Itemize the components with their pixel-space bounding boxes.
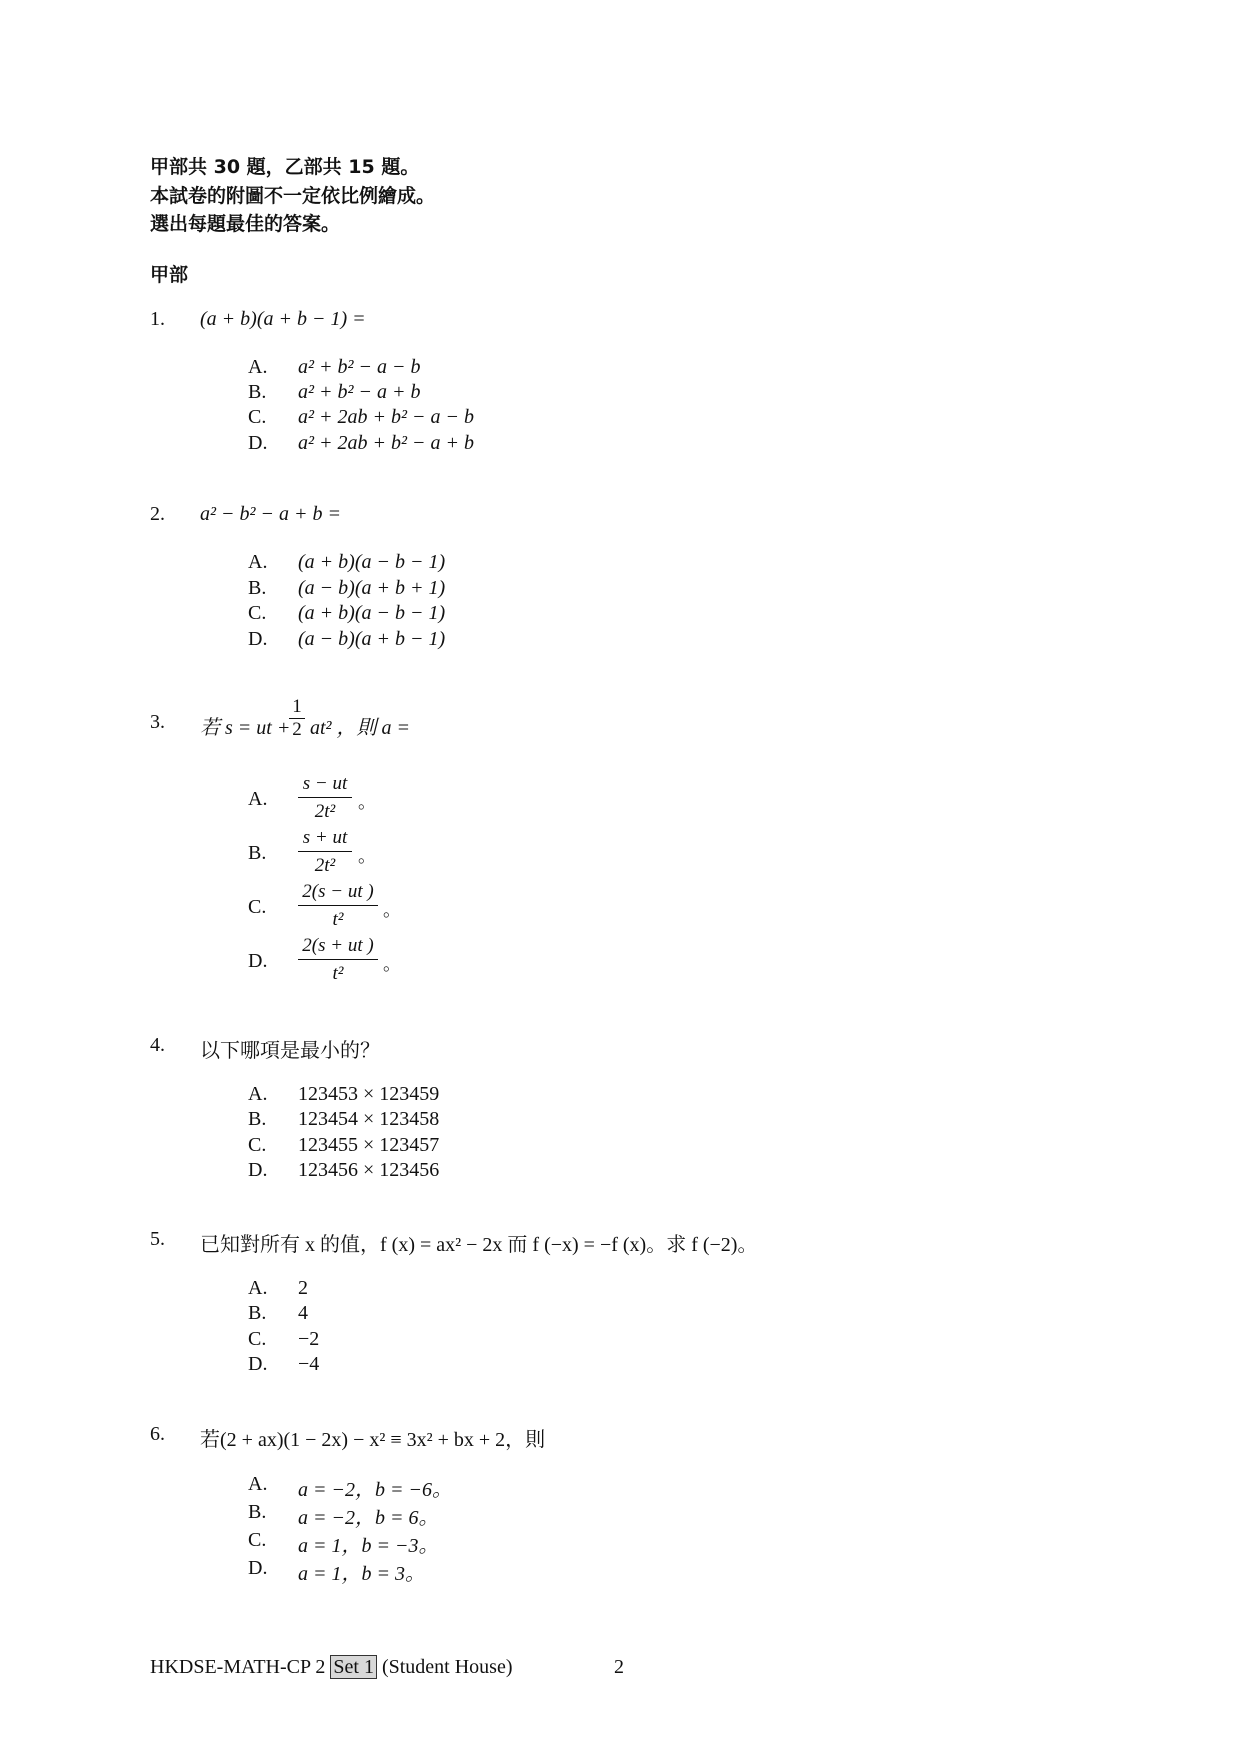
section-heading: 甲部	[150, 264, 189, 286]
q3-a-denominator: 2t²	[314, 801, 336, 822]
q3-d-stop: 。	[383, 954, 401, 974]
page-number: 2	[614, 1656, 624, 1678]
instruction-line-1: 甲部共 30 題，乙部共 15 題。	[150, 156, 420, 178]
q3-option-d-fraction	[298, 935, 378, 985]
q5-option-c-label: C.	[248, 1328, 267, 1350]
q3-option-a-fraction	[298, 773, 352, 823]
q1-option-c: a² + 2ab + b² − a − b	[298, 406, 474, 428]
question-6-stem: 若(2 + ax)(1 − 2x) − x² ≡ 3x² + bx + 2，則	[200, 1429, 546, 1451]
q5-option-b: 4	[298, 1302, 308, 1324]
q6-option-a: a = −2，b = −6。	[298, 1479, 452, 1501]
q6-option-b-label: B.	[248, 1501, 267, 1523]
question-2-number: 2.	[150, 503, 165, 525]
q1-option-c-label: C.	[248, 406, 267, 428]
q5-option-d-label: D.	[248, 1353, 268, 1375]
question-4-number: 4.	[150, 1034, 165, 1056]
q4-option-d-label: D.	[248, 1159, 268, 1181]
q3-option-d-label: D.	[248, 950, 268, 972]
q2-option-a-label: A.	[248, 551, 268, 573]
q3-option-c-label: C.	[248, 896, 267, 918]
half-denominator: 2	[292, 719, 302, 740]
q5-option-a-label: A.	[248, 1277, 268, 1299]
q6-option-a-label: A.	[248, 1473, 268, 1495]
q3-option-a-label: A.	[248, 788, 268, 810]
instruction-line-2: 本試卷的附圖不一定依比例繪成。	[150, 185, 436, 207]
q4-option-b-label: B.	[248, 1108, 267, 1130]
q4-option-a-label: A.	[248, 1083, 268, 1105]
q4-option-b: 123454 × 123458	[298, 1108, 440, 1130]
q2-option-b: (a − b)(a + b + 1)	[298, 577, 446, 599]
q3-c-denominator: t²	[332, 909, 344, 930]
question-3-stem-prefix: 若 s = ut +	[200, 717, 291, 739]
question-5-stem: 已知對所有 x 的值，f (x) = ax² − 2x 而 f (−x) = −f (x)。求 f (−2)。	[200, 1234, 758, 1256]
q3-d-numerator: 2(s + ut )	[298, 935, 378, 960]
q4-option-c-label: C.	[248, 1134, 267, 1156]
q5-option-c: −2	[298, 1328, 320, 1350]
q6-option-c: a = 1，b = −3。	[298, 1535, 439, 1557]
q2-option-d-label: D.	[248, 628, 268, 650]
q6-option-d-label: D.	[248, 1557, 268, 1579]
q6-option-d: a = 1，b = 3。	[298, 1563, 425, 1585]
q1-option-a: a² + b² − a − b	[298, 356, 421, 378]
q1-option-d-label: D.	[248, 432, 268, 454]
q5-option-d: −4	[298, 1353, 320, 1375]
q2-option-d: (a − b)(a + b − 1)	[298, 628, 446, 650]
q1-option-a-label: A.	[248, 356, 268, 378]
q4-option-c: 123455 × 123457	[298, 1134, 440, 1156]
q3-c-stop: 。	[383, 900, 401, 920]
q2-option-a: (a + b)(a − b − 1)	[298, 551, 446, 573]
q2-option-b-label: B.	[248, 577, 267, 599]
q3-a-stop: 。	[358, 792, 376, 812]
q3-option-b-label: B.	[248, 842, 267, 864]
q6-option-b: a = −2，b = 6。	[298, 1507, 439, 1529]
question-1-number: 1.	[150, 308, 165, 330]
footer-paper-code: HKDSE-MATH-CP 2	[150, 1656, 326, 1678]
q4-option-a: 123453 × 123459	[298, 1083, 440, 1105]
q3-c-numerator: 2(s − ut )	[298, 881, 378, 906]
q3-d-denominator: t²	[332, 963, 344, 984]
q2-option-c: (a + b)(a − b − 1)	[298, 602, 446, 624]
q6-option-c-label: C.	[248, 1529, 267, 1551]
q3-option-c-fraction	[298, 881, 378, 931]
q1-option-b-label: B.	[248, 381, 267, 403]
question-3-half-fraction	[289, 696, 305, 741]
footer-house: (Student House)	[381, 1656, 513, 1678]
footer-set-box: Set 1	[330, 1655, 377, 1679]
question-1-stem: (a + b)(a + b − 1) =	[200, 308, 366, 330]
q3-a-numerator: s − ut	[298, 773, 352, 798]
question-2-stem: a² − b² − a + b =	[200, 503, 341, 525]
q3-b-stop: 。	[358, 846, 376, 866]
q2-option-c-label: C.	[248, 602, 267, 624]
q5-option-a: 2	[298, 1277, 308, 1299]
q5-option-b-label: B.	[248, 1302, 267, 1324]
q1-option-d: a² + 2ab + b² − a + b	[298, 432, 474, 454]
question-6-number: 6.	[150, 1423, 165, 1445]
instruction-line-3: 選出每題最佳的答案。	[150, 213, 341, 235]
q3-b-denominator: 2t²	[314, 855, 336, 876]
question-4-stem: 以下哪項是最小的？	[200, 1040, 380, 1062]
question-3-number: 3.	[150, 711, 165, 733]
q4-option-d: 123456 × 123456	[298, 1159, 440, 1181]
q3-option-b-fraction	[298, 827, 352, 877]
half-numerator: 1	[289, 696, 305, 719]
question-3-stem-suffix: at² ，則 a =	[310, 717, 411, 739]
question-5-number: 5.	[150, 1228, 165, 1250]
q1-option-b: a² + b² − a + b	[298, 381, 421, 403]
page-footer	[150, 1656, 513, 1679]
q3-b-numerator: s + ut	[298, 827, 352, 852]
